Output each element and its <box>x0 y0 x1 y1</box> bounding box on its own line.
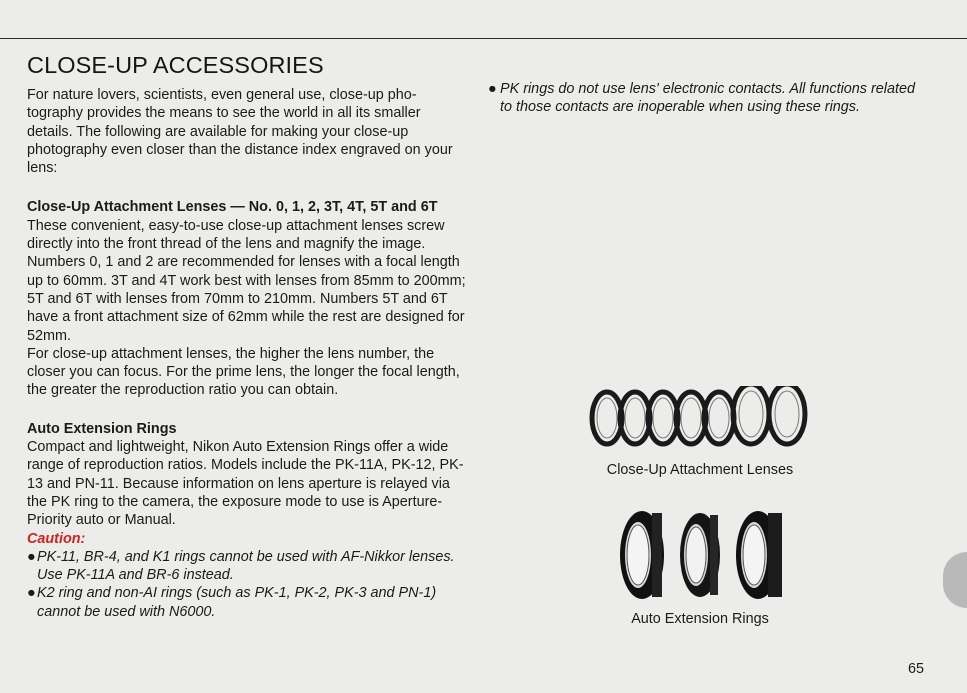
close-up-lenses-figure <box>585 386 815 479</box>
section-heading-extension-rings: Auto Extension Rings <box>27 420 177 437</box>
close-up-lenses-image <box>585 386 815 456</box>
lenses-caption: Close-Up Attachment Lenses <box>606 462 794 478</box>
paragraph: Compact and lightweight, Nikon Auto Extension Rings offer a wide range of reproduction ratios. Models include the PK-11A, PK-12, PK-13 and PN-11. Because information on lens aperture is relayed via the PK ring to the camera, the exposure mode to use is Aperture-Priority auto or Manual. <box>27 439 464 529</box>
left-column <box>27 52 467 621</box>
paragraph: For close-up attachment lenses, the higher the lens number, the closer you can focus. For the prime lens, the longer the focal length, the greater the reproduction ratio you can obtain. <box>27 345 460 399</box>
top-rule <box>0 38 967 39</box>
note-list <box>488 80 918 117</box>
extension-rings-figure <box>600 505 800 628</box>
page-title: CLOSE-UP ACCESSORIES <box>27 52 324 78</box>
thumb-tab <box>943 552 967 608</box>
section-heading-attachment-lenses: Close-Up Attachment Lenses — No. 0, 1, 2, 3T, 4T, 5T and 6T <box>27 199 438 216</box>
caution-list <box>27 548 467 621</box>
paragraph: Numbers 0, 1 and 2 are recommended for lenses with a focal length up to 60mm. 3T and 4T work best with lenses from 85mm to 200mm; 5T and 6T with lenses from 70mm to 210mm. Numbers 5T and 6T have a front attachment size of 62mm while the rest are designed for 52mm. <box>27 254 466 344</box>
bullet-icon: ● <box>27 548 36 565</box>
page-number: 65 <box>907 661 924 677</box>
list-item: ● K2 ring and non-AI rings (such as PK-1, PK-2, PK-3 and PN-1) cannot be used with N6000. <box>27 585 437 620</box>
bullet-icon: ● <box>27 585 36 602</box>
list-item: ● PK rings do not use lens' electronic contacts. All functions related to those contacts are inoperable when using these rings. <box>488 81 915 116</box>
intro-paragraph: For nature lovers, scientists, even general use, close-up pho-tography provides the means to see the world in all its smaller details. The following are available for making your close-up photography even closer than the distance index engraved on your lens: <box>27 87 453 177</box>
spacer <box>27 400 467 420</box>
caution-label: Caution: <box>27 530 86 547</box>
right-column <box>488 80 918 117</box>
bullet-icon: ● <box>488 81 497 97</box>
extension-rings-image <box>600 505 800 605</box>
list-item: ● PK-11, BR-4, and K1 rings cannot be used with AF-Nikkor lenses. Use PK-11A and BR-6 instead. <box>27 548 455 584</box>
paragraph: These convenient, easy-to-use close-up attachment lenses screw directly into the front thread of the lens and magnify the image. <box>27 217 445 253</box>
rings-caption: Auto Extension Rings <box>631 611 769 627</box>
